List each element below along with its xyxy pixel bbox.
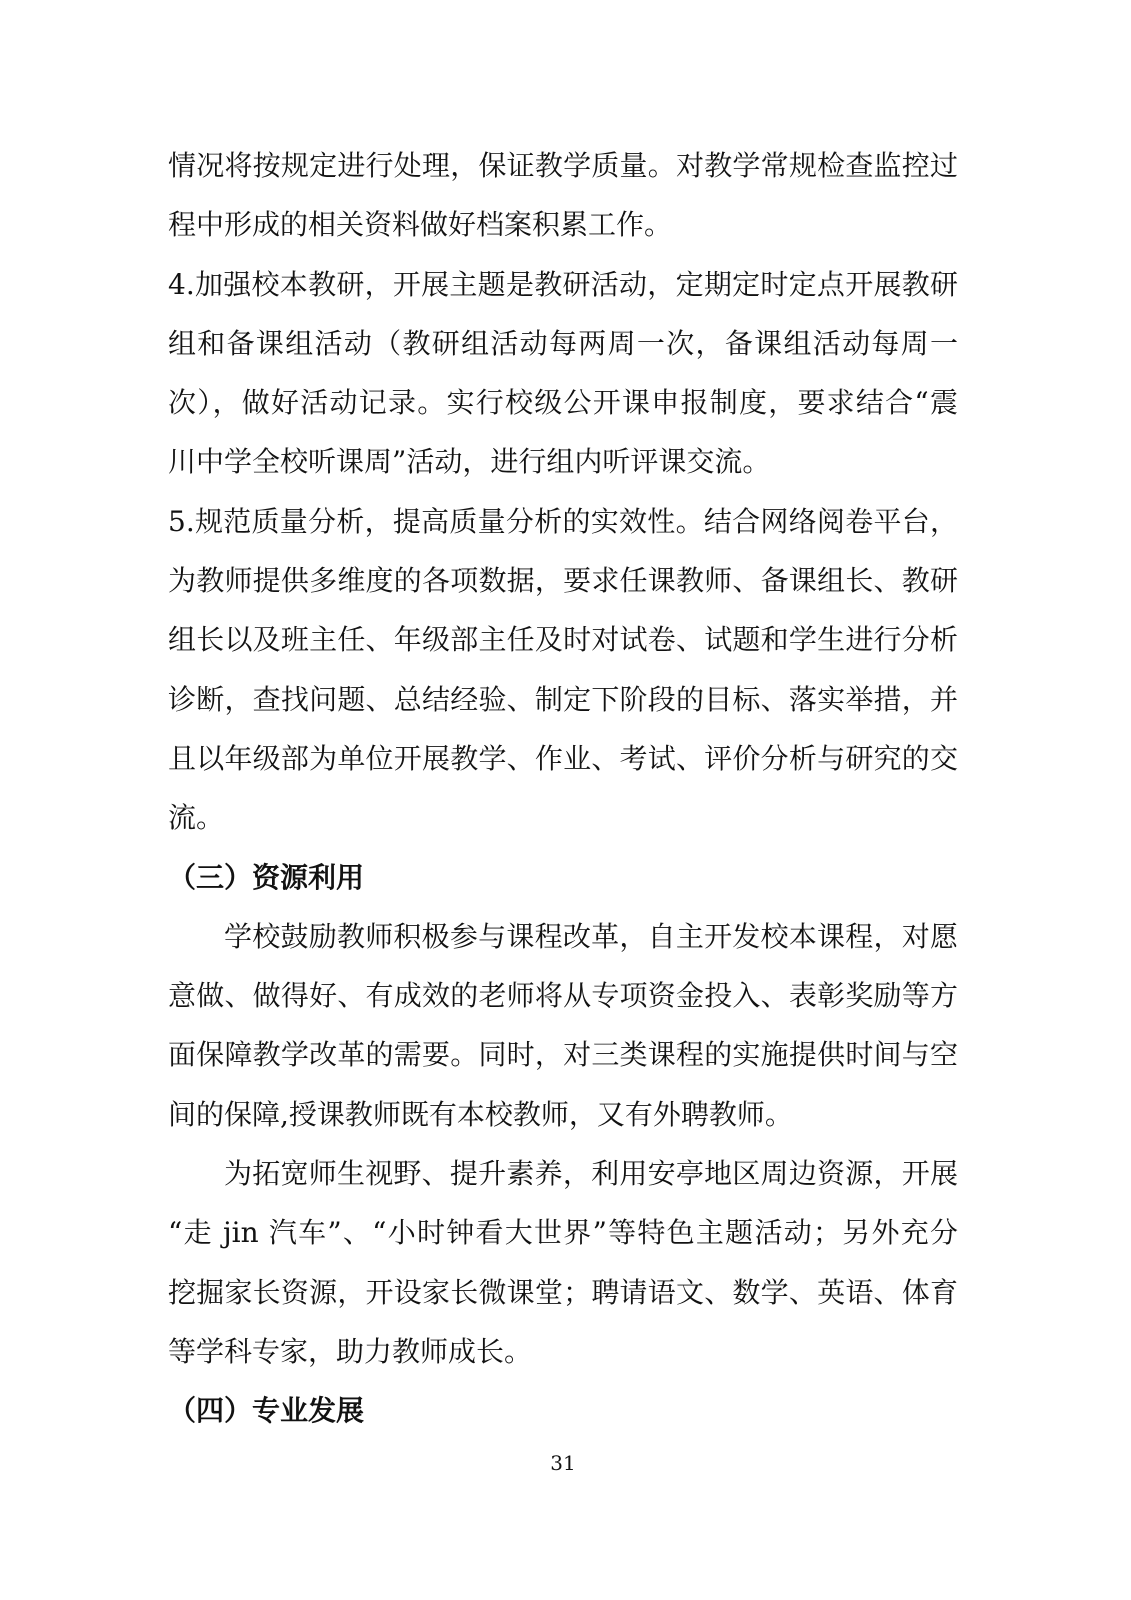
- paragraph-line: 程中形成的相关资料做好档案积累工作。: [168, 208, 673, 242]
- paragraph-line: 意做、做得好、有成效的老师将从专项资金投入、表彰奖励等方: [168, 979, 958, 1013]
- paragraph-line: 且以年级部为单位开展教学、作业、考试、评价分析与研究的交: [168, 741, 958, 775]
- paragraph-line: 为拓宽师生视野、提升素养，利用安亭地区周边资源，开展: [224, 1157, 958, 1191]
- heading-section-4-professional-development: （四）专业发展: [168, 1394, 365, 1428]
- paragraph-line: 次），做好活动记录。实行校级公开课申报制度，要求结合“震: [168, 386, 958, 420]
- paragraph-line: 学校鼓励教师积极参与课程改革，自主开发校本课程，对愿: [224, 919, 958, 953]
- paragraph-line: 挖掘家长资源，开设家长微课堂；聘请语文、数学、英语、体育: [168, 1275, 958, 1309]
- text-block: [168, 136, 958, 1441]
- paragraph-line: 为教师提供多维度的各项数据，要求任课教师、备课组长、教研: [168, 564, 958, 598]
- paragraph-line: 面保障教学改革的需要。同时，对三类课程的实施提供时间与空: [168, 1038, 958, 1072]
- paragraph-line: 间的保障,授课教师既有本校教师，又有外聘教师。: [168, 1097, 793, 1131]
- paragraph-line: 流。: [168, 801, 225, 835]
- page-number: 31: [550, 1451, 576, 1475]
- paragraph-line: “走 jin 汽车”、“小时钟看大世界”等特色主题活动；另外充分: [168, 1216, 958, 1250]
- paragraph-line: 情况将按规定进行处理，保证教学质量。对教学常规检查监控过: [168, 149, 958, 182]
- heading-section-3-resource-use: （三）资源利用: [168, 860, 365, 894]
- paragraph-line: 4.加强校本教研，开展主题是教研活动，定期定时定点开展教研: [168, 267, 958, 301]
- paragraph-line: 川中学全校听课周”活动，进行组内听评课交流。: [168, 445, 771, 479]
- paragraph-line: 组和备课组活动（教研组活动每两周一次，备课组活动每周一: [168, 326, 958, 360]
- paragraph-line: 组长以及班主任、年级部主任及时对试卷、试题和学生进行分析: [168, 623, 958, 657]
- paragraph-line: 等学科专家，助力教师成长。: [168, 1334, 533, 1368]
- paragraph-line: 5.规范质量分析，提高质量分析的实效性。结合网络阅卷平台，: [168, 504, 958, 538]
- paragraph-line: 诊断，查找问题、总结经验、制定下阶段的目标、落实举措，并: [168, 682, 958, 716]
